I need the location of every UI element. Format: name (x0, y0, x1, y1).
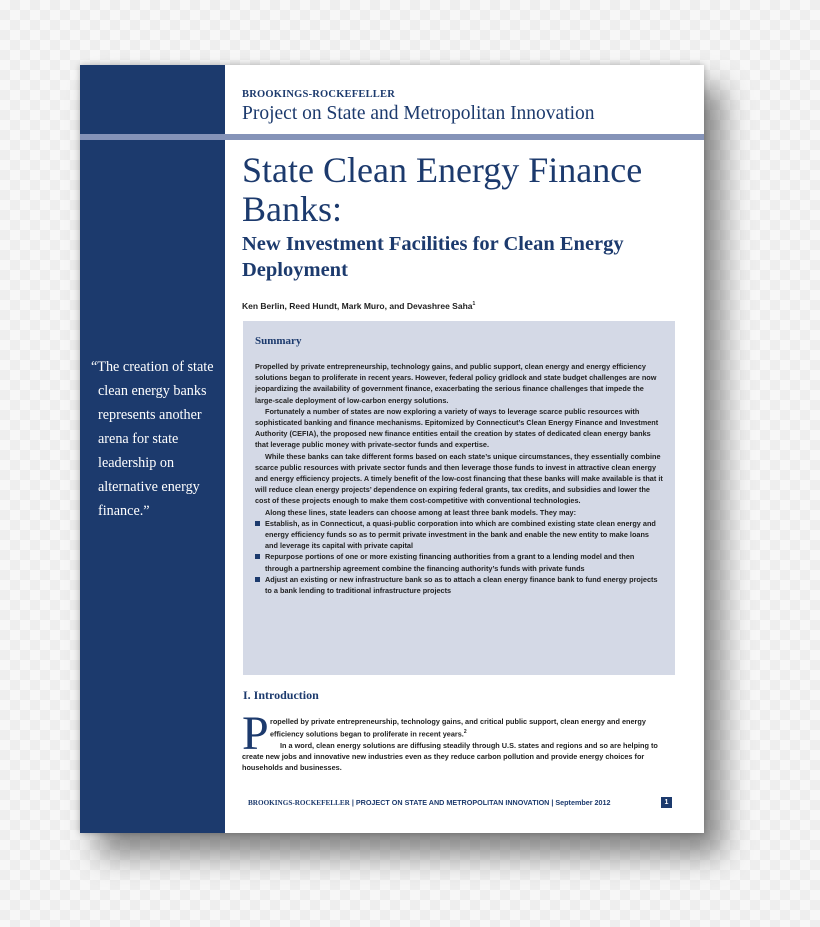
summary-bullet (255, 518, 663, 552)
sidebar-band (80, 65, 225, 833)
page-number: 1 (661, 797, 672, 808)
document-page (80, 65, 704, 833)
intro-paragraph (242, 716, 674, 740)
square-bullet-icon (255, 577, 260, 582)
summary-bullet (255, 574, 663, 596)
footer-project: | PROJECT ON STATE AND METROPOLITAN INNOVATION | September 2012 (349, 798, 611, 807)
intro-dropcap: P (242, 707, 269, 760)
masthead (225, 65, 704, 133)
authors-footnote-marker: 1 (472, 301, 476, 308)
summary-bullet-text: Establish, as in Connecticut, a quasi-public corporation into which are combined existing state clean energy and energy efficiency funds so as to permit private investment in the bank and enable the new entity to make loans and leverage its capital with private capital (265, 518, 656, 551)
summary-box (243, 321, 675, 675)
authors: Ken Berlin, Reed Hundt, Mark Muro, and Devashree Saha (242, 301, 473, 311)
masthead-rule (80, 134, 704, 140)
summary-heading: Summary (255, 335, 302, 347)
summary-paragraph: While these banks can take different forms based on each state’s unique circumstances, they essentially combine scarce public resources with private sector funds and then leverage those funds to invest in attractive clean energy and energy efficiency projects. A timely benefit of the low-cost financing that these banks will make available is that it will reduce clean energy projects’ dependence on expiring federal grants, tax credits, and subsidies and lower the cost of these projects enough to make them cost-competitive with conventional technologies. (255, 451, 663, 506)
square-bullet-icon (255, 554, 260, 559)
footer-brand: BROOKINGS-ROCKEFELLER (248, 799, 350, 807)
square-bullet-icon (255, 521, 260, 526)
summary-paragraph: Along these lines, state leaders can choose among at least three bank models. They may: (265, 507, 577, 517)
intro-heading: I. Introduction (243, 688, 319, 702)
intro-paragraph: In a word, clean energy solutions are diffusing steadily through U.S. states and regions and so are helping to create new jobs and innovative new industries even as they reduce carbon pollution and provide energy choices for households and businesses. (242, 740, 658, 773)
intro-paragraph-text: ropelled by private entrepreneurship, technology gains, and critical public support, clean energy and energy efficiency solutions began to proliferate in recent years. (270, 717, 646, 739)
summary-paragraph: Fortunately a number of states are now exploring a variety of ways to leverage scarce public resources with sophisticated banking and finance mechanisms. Epitomized by Connecticut’s Clean Energy Finance and Investment Authority (CEFIA), the proposed new finance entities entail the creation by states of dedicated clean energy banks that leverage public money with private-sector funds and expertise. (255, 406, 659, 450)
masthead-kicker: BROOKINGS-ROCKEFELLER (242, 89, 395, 100)
summary-bullet-list (255, 518, 663, 596)
page-footer (248, 798, 678, 807)
summary-paragraph: Propelled by private entrepreneurship, technology gains, and public support, clean energy and energy efficiency solutions began to proliferate in recent years. However, federal policy gridlock and state budget challenges are now jeopardizing the availability of government finance, exacerbating the serious finance challenges that impede the large-scale deployment of low-carbon energy solutions. (255, 362, 657, 405)
document-subtitle: New Investment Facilities for Clean Energy Deployment (242, 233, 624, 281)
pull-quote: “The creation of state clean energy banks represents another arena for state leadership on alternative energy finance.” (91, 359, 214, 519)
document-title: State Clean Energy Finance Banks: (242, 150, 643, 229)
summary-bullet-text: Adjust an existing or new infrastructure bank so as to attach a clean energy finance bank to fund energy projects to a bank lending to traditional infrastructure projects (265, 574, 658, 596)
intro-footnote-marker: 2 (463, 729, 467, 736)
masthead-title: Project on State and Metropolitan Innovation (242, 103, 595, 124)
summary-body (255, 361, 663, 596)
authors-line (242, 301, 682, 311)
summary-bullet (255, 551, 663, 573)
summary-bullet-text: Repurpose portions of one or more existing financing authorities from a grant to a lending model and then through a partnership agreement combine the financing authority’s funds with private funds (265, 552, 635, 573)
intro-body (242, 716, 674, 773)
